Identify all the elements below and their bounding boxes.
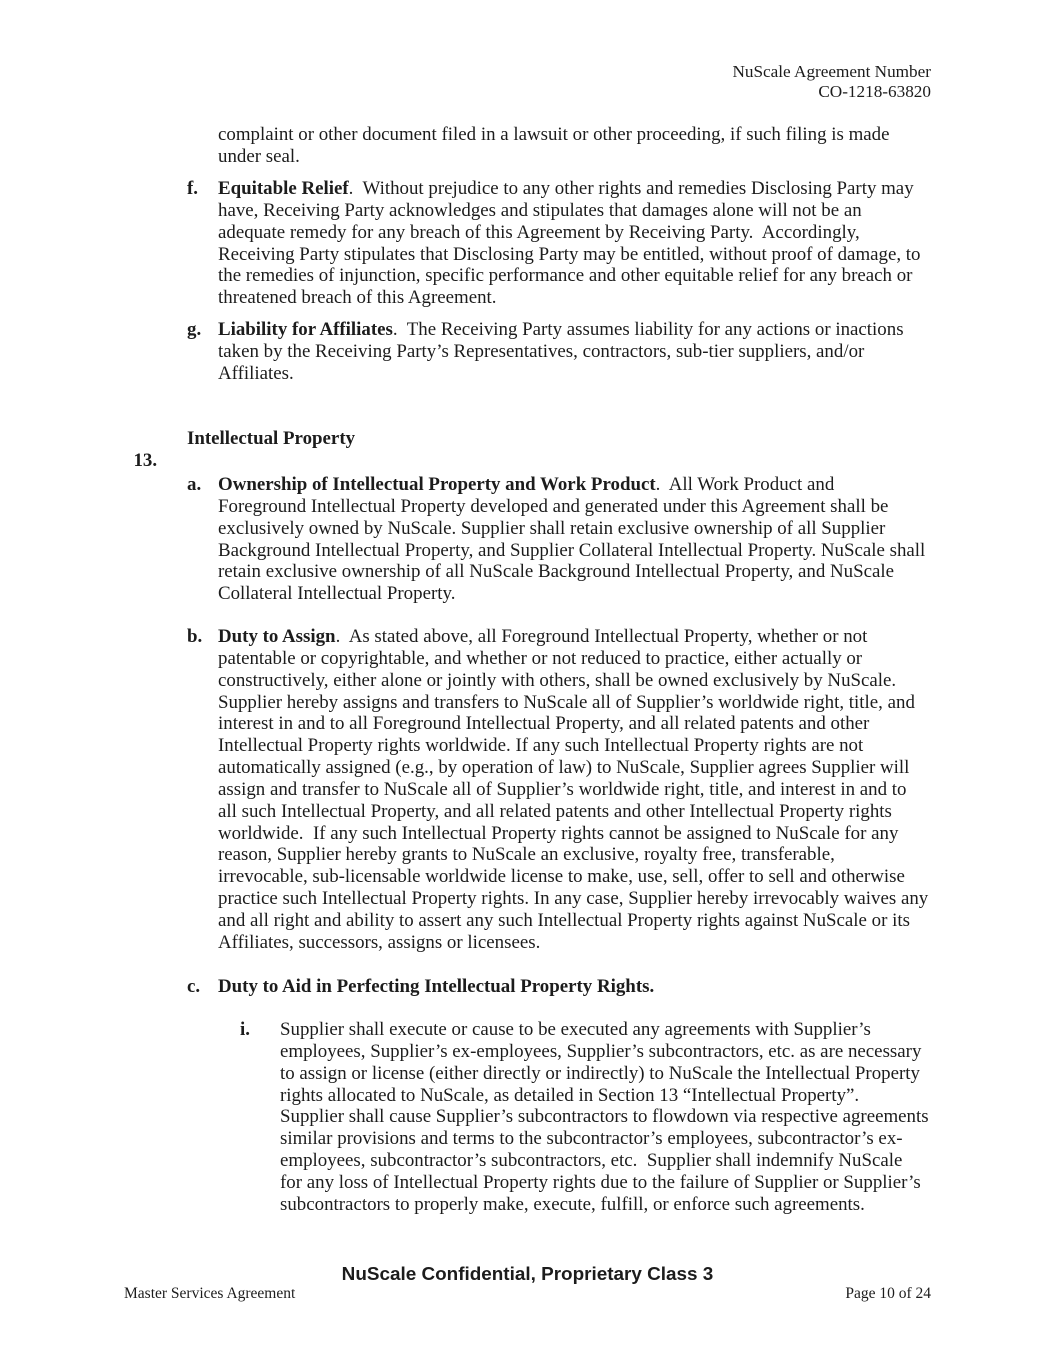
clause-label: g. <box>187 319 202 340</box>
text-line: Background Intellectual Property, and Supplier Collateral Intellectual Property. NuScale shall <box>218 539 926 561</box>
clause-label: f. <box>187 178 199 199</box>
text-line <box>218 474 925 496</box>
page-number: Page 10 of 24 <box>845 1285 931 1302</box>
clause-title: Liability for Affiliates <box>218 319 393 340</box>
confidentiality-notice: NuScale Confidential, Proprietary Class 3 <box>341 1264 714 1285</box>
page-header <box>732 62 931 102</box>
text-line: rights allocated to NuScale, as detailed in Section 13 “Intellectual Property”. <box>280 1084 860 1106</box>
text-line: automatically assigned (e.g., by operation of law) to NuScale, Supplier agrees Supplier will <box>218 757 910 779</box>
clause-body <box>218 474 925 605</box>
text-line: Affiliates, successors, assigns or licensees. <box>218 931 541 953</box>
clause-c-duty-to-aid <box>187 976 654 998</box>
clause-body <box>218 319 904 385</box>
text-line <box>218 626 928 648</box>
text-line: retain exclusive ownership of all NuScale Background Intellectual Property, and NuScale <box>218 561 894 583</box>
text-line: for any loss of Intellectual Property rights due to the failure of Supplier or Supplier’s <box>280 1171 921 1193</box>
subclause-body <box>280 1019 929 1216</box>
text-line: Affiliates. <box>218 362 294 384</box>
clause-title: Ownership of Intellectual Property and Work Product <box>218 474 656 495</box>
text-line: subcontractors to properly make, execute, fulfill, or enforce such agreements. <box>280 1193 865 1215</box>
text-line: threatened breach of this Agreement. <box>218 287 497 309</box>
text-line: constructively, either alone or jointly with others, shall be owned exclusively by NuScale. <box>218 669 897 691</box>
section-title: Intellectual Property <box>187 428 356 449</box>
subclause-i <box>240 1019 929 1216</box>
text-run: . Without prejudice to any other rights and remedies Disclosing Party may <box>348 178 914 199</box>
clause-body <box>218 178 921 309</box>
text-line: the remedies of injunction, specific performance and other equitable relief for any breach or <box>218 265 913 287</box>
clause-title: Duty to Assign <box>218 626 336 647</box>
text-line: irrevocable, sub-licensable worldwide license to make, use, sell, offer to sell and otherwise <box>218 866 905 888</box>
document-title: Master Services Agreement <box>124 1285 296 1302</box>
text-line <box>218 319 904 341</box>
text-line: interest in and to all Foreground Intellectual Property, and all related patents and other <box>218 713 870 735</box>
text-line: assign and transfer to NuScale all of Supplier’s worldwide right, title, and interest in and to <box>218 778 907 800</box>
text-line: complaint or other document filed in a lawsuit or other proceeding, if such filing is made <box>218 124 890 145</box>
text-line: Supplier shall execute or cause to be executed any agreements with Supplier’s <box>280 1019 871 1040</box>
text-line <box>218 178 921 200</box>
text-run: . The Receiving Party assumes liability for any actions or inactions <box>392 319 904 340</box>
text-line: Intellectual Property rights worldwide. If any such Intellectual Property rights are not <box>218 735 864 757</box>
text-line: exclusively owned by NuScale. Supplier shall retain exclusive ownership of all Supplier <box>218 517 886 539</box>
clause-a-ownership <box>187 474 925 605</box>
text-line: practice such Intellectual Property rights. In any case, Supplier hereby irrevocably waives any <box>218 888 929 910</box>
section-number: 13. <box>133 449 158 471</box>
continued-paragraph <box>218 124 890 168</box>
text-line: patentable or copyrightable, and whether or not reduced to practice, either actually or <box>218 647 863 669</box>
agreement-number: CO-1218-63820 <box>818 82 931 101</box>
text-line: similar provisions and terms to the subcontractor’s employees, subcontractor’s ex- <box>280 1128 903 1150</box>
clause-body <box>218 626 928 954</box>
text-run: . All Work Product and <box>655 474 835 495</box>
subclause-label: i. <box>240 1019 250 1040</box>
text-line: have, Receiving Party acknowledges and stipulates that damages alone will not be an <box>218 199 862 221</box>
text-line: adequate remedy for any breach of this Agreement by Receiving Party. Accordingly, <box>218 221 860 243</box>
clause-b-duty-to-assign <box>187 626 928 954</box>
agreement-number-label: NuScale Agreement Number <box>732 62 931 81</box>
clause-title: Duty to Aid in Perfecting Intellectual Property Rights. <box>218 976 655 997</box>
text-line: Foreground Intellectual Property developed and generated under this Agreement shall be <box>218 495 889 517</box>
text-line: employees, Supplier’s ex-employees, Supplier’s subcontractors, etc. as are necessary <box>280 1040 922 1062</box>
text-line: taken by the Receiving Party’s Representatives, contractors, sub-tier suppliers, and/or <box>218 340 865 362</box>
text-line: Supplier shall cause Supplier’s subcontractors to flowdown via respective agreements <box>280 1106 929 1128</box>
text-line: to assign or license (either directly or indirectly) to NuScale the Intellectual Property <box>280 1062 920 1084</box>
clause-f-equitable-relief <box>187 178 921 309</box>
text-line: and all right and ability to assert any such Intellectual Property rights against NuScale or its <box>218 909 910 931</box>
text-run: . As stated above, all Foreground Intellectual Property, whether or not <box>335 626 868 647</box>
clause-label: a. <box>187 474 202 495</box>
clause-g-liability-for-affiliates <box>187 319 904 385</box>
text-line: all such Intellectual Property, and all related patents and other Intellectual Property rights <box>218 800 892 822</box>
text-line: employees, subcontractor’s subcontractors, etc. Supplier shall indemnify NuScale <box>280 1150 903 1172</box>
text-line: Receiving Party stipulates that Disclosing Party may be entitled, without proof of damage, to <box>218 243 921 265</box>
clause-label: c. <box>187 976 201 997</box>
section-13-heading <box>124 428 356 494</box>
text-line: Supplier hereby assigns and transfers to NuScale all of Supplier’s worldwide right, title, and <box>218 691 915 713</box>
text-line: Collateral Intellectual Property. <box>218 583 456 605</box>
clause-label: b. <box>187 626 203 647</box>
text-line: reason, Supplier hereby grants to NuScale an exclusive, royalty free, transferable, <box>218 844 835 866</box>
clause-title: Equitable Relief <box>218 178 349 199</box>
text-line: under seal. <box>218 145 300 167</box>
text-line: worldwide. If any such Intellectual Property rights cannot be assigned to NuScale for any <box>218 822 899 844</box>
clause-body <box>218 976 654 998</box>
